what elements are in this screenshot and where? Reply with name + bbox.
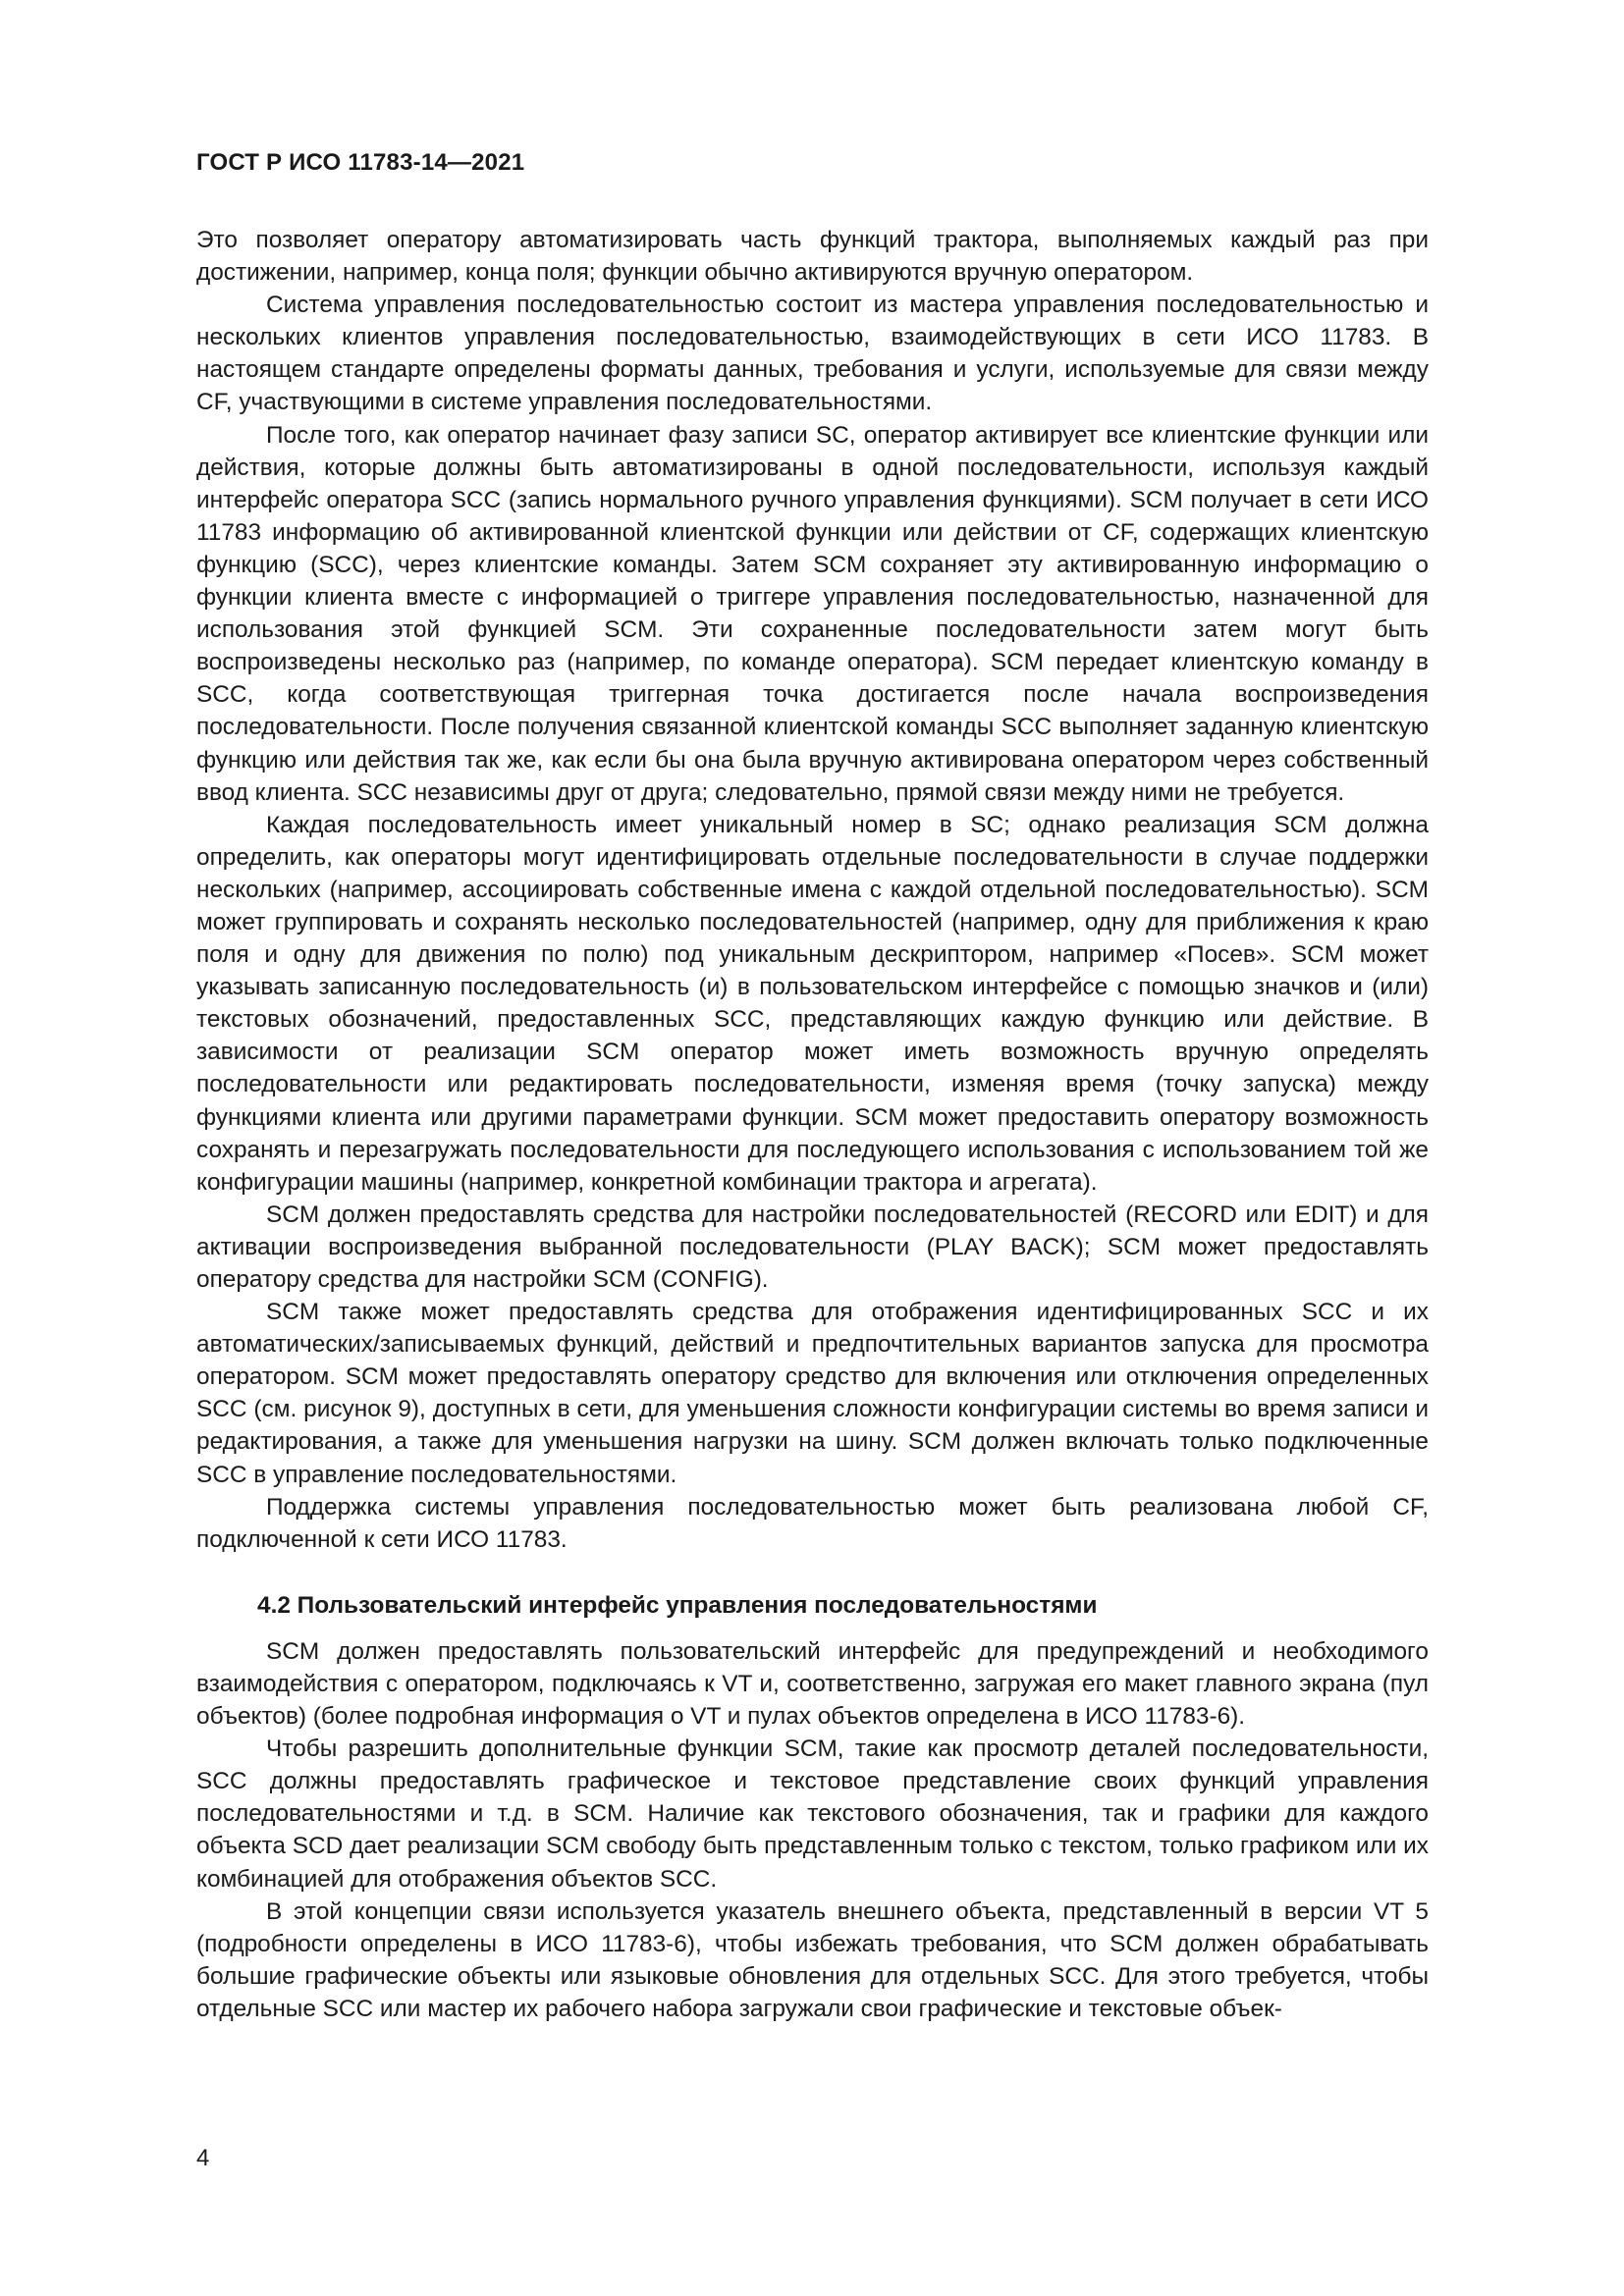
standard-header: ГОСТ Р ИСО 11783-14—2021 [196, 149, 525, 176]
section-heading: 4.2 Пользовательский интерфейс управления последовательностями [257, 1591, 1098, 1619]
paragraph: После того, как оператор начинает фазу записи SC, оператор активирует все клиентские функции или действия, которые должны быть автоматизированы в одной последовательности, используя каждый интерфейс оператора SCC (запись нормального ручного управления функциями). SCM получает в сети ИСО 11783 информацию об активированной клиентской функции или действии от CF, содержащих клиентскую функцию (SCC), через клиентские команды. Затем SCM сохраняет эту активированную информацию о функции клиента вместе с информацией о триггере управления последовательностью, назначенной для использования этой функцией SCM. Эти сохраненные последовательности затем могут быть воспроизведены несколько раз (например, по команде оператора). SCM передает клиентскую команду в SCC, когда соответствующая триггерная точка достигается после начала воспроизведения последовательности. После получения связанной клиентской команды SCC выполняет заданную клиентскую функцию или действия так же, как если бы она была вручную активирована оператором через собственный ввод клиента. SCC независимы друг от друга; следовательно, прямой связи между ними не требуется. [196, 421, 1429, 806]
paragraph: Поддержка системы управления последовательностью может быть реализована любой CF, подключенной к сети ИСО 11783. [196, 1493, 1429, 1553]
paragraph: Система управления последовательностью состоит из мастера управления последовательностью и нескольких клиентов управления последовательностью, взаимодействующих в сети ИСО 11783. В настоящем стандарте определены форматы данных, требования и услуги, используемые для связи между CF, участвующими в системе управления последовательностями. [196, 292, 1429, 416]
paragraph: SCM также может предоставлять средства для отображения идентифицированных SCC и их автоматических/записываемых функций, действий и предпочтительных вариантов запуска для просмотра оператором. SCM может предоставлять оператору средство для включения или отключения определенных SCC (см. рисунок 9), доступных в сети, для уменьшения сложности конфигурации системы во время записи и редактирования, а также для уменьшения нагрузки на шину. SCM должен включать только подключенные SCC в управление последовательностями. [196, 1299, 1429, 1488]
paragraph: Чтобы разрешить дополнительные функции SCM, такие как просмотр деталей последовательности, SCC должны предоставлять графическое и текстовое представление своих функций управления последовательностями и т.д. в SCM. Наличие как текстового обозначения, так и графики для каждого объекта SCD дает реализации SCM свободу быть представленным только с текстом, только графиком или их комбинацией для отображения объектов SCC. [196, 1735, 1429, 1893]
paragraph: Каждая последовательность имеет уникальный номер в SC; однако реализация SCM должна определить, как операторы могут идентифицировать отдельные последовательности в случае поддержки нескольких (например, ассоциировать собственные имена с каждой отдельной последовательностью). SCM может группировать и сохранять несколько последовательностей (например, одну для приближения к краю поля и одну для движения по полю) под уникальным дескриптором, например «Посев». SCM может указывать записанную последовательность (и) в пользовательском интерфейсе с помощью значков и (или) текстовых обозначений, предоставленных SCC, представляющих каждую функцию или действие. В зависимости от реализации SCM оператор может иметь возможность вручную определять последовательности или редактировать последовательности, изменяя время (точку запуска) между функциями клиента или другими параметрами функции. SCM может предоставить оператору возможность сохранять и перезагружать последовательности для последующего использования с использованием той же конфигурации машины (например, конкретной комбинации трактора и агрегата). [196, 811, 1429, 1196]
page-number: 4 [196, 2145, 210, 2171]
paragraph: В этой концепции связи используется указатель внешнего объекта, представленный в версии VT 5 (подробности определены в ИСО 11783-6), чтобы избежать требования, что SCM должен обрабатывать большие графические объекты или языковые обновления для отдельных SCC. Для этого требуется, чтобы отдельные SCC или мастер их рабочего набора загружали свои графические и текстовые объек- [196, 1897, 1429, 2022]
paragraph: SCM должен предоставлять пользовательский интерфейс для предупреждений и необходимого взаимодействия с оператором, подключаясь к VT и, соответственно, загружая его макет главного экрана (пул объектов) (более подробная информация о VT и пулах объектов определена в ИСО 11783-6). [196, 1637, 1429, 1731]
paragraph: SCM должен предоставлять средства для настройки последовательностей (RECORD или EDIT) и для активации воспроизведения выбранной последовательности (PLAY BACK); SCM может предоставлять оператору средства для настройки SCM (CONFIG). [196, 1201, 1429, 1293]
paragraph-continuation: Это позволяет оператору автоматизировать часть функций трактора, выполняемых каждый раз при достижении, например, конца поля; функции обычно активируются вручную оператором. [196, 227, 1429, 287]
body-text [196, 224, 1429, 2025]
